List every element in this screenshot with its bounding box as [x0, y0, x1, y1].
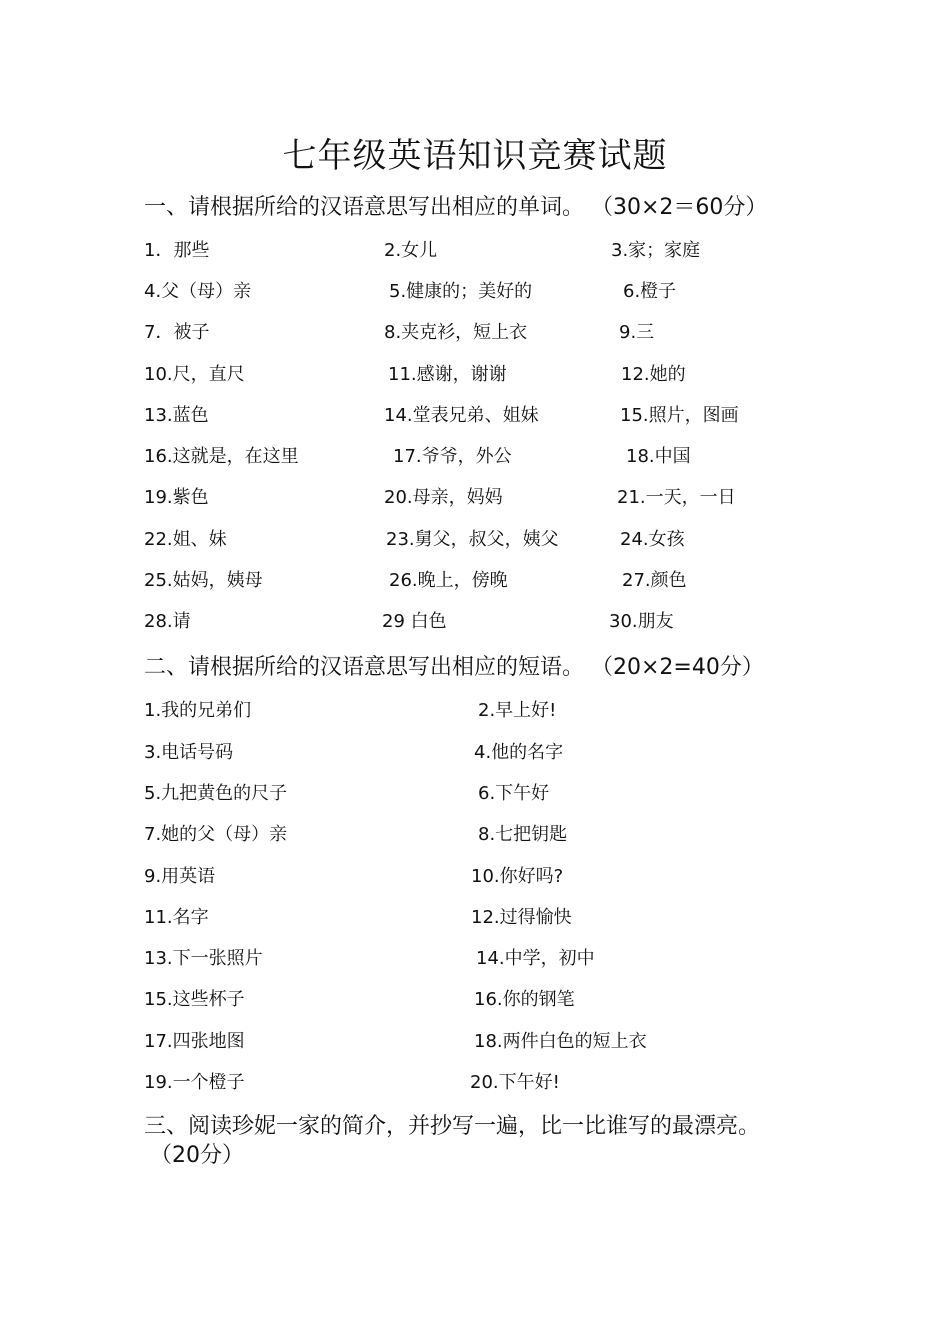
word-item: 25.姑妈，姨母	[144, 570, 263, 591]
word-item: 23.舅父，叔父，姨父	[386, 529, 559, 550]
section2-heading: 二、请根据所给的汉语意思写出相应的短语。 （20×2=40分）	[144, 655, 764, 680]
word-item: 22.姐、妹	[144, 529, 227, 550]
word-item: 17.爷爷，外公	[393, 446, 512, 467]
word-item: 30.朋友	[609, 611, 674, 632]
section1-heading: 一、请根据所给的汉语意思写出相应的单词。 （30×2＝60分）	[144, 195, 768, 220]
phrase-item: 6.下午好	[478, 783, 550, 804]
word-item: 10.尺，直尺	[144, 364, 245, 385]
phrase-item: 8.七把钥匙	[478, 824, 568, 845]
word-item: 29 白色	[382, 611, 447, 632]
word-item: 14.堂表兄弟、姐妹	[384, 405, 539, 426]
phrase-item: 13.下一张照片	[144, 948, 263, 969]
phrase-item: 12.过得愉快	[471, 907, 572, 928]
phrase-item: 7.她的父（母）亲	[144, 824, 288, 845]
word-item: 5.健康的；美好的	[389, 281, 533, 302]
word-item: 19.紫色	[144, 487, 209, 508]
word-item: 20.母亲，妈妈	[384, 487, 503, 508]
phrase-item: 2.早上好!	[478, 700, 557, 721]
phrase-item: 19.一个橙子	[144, 1072, 245, 1093]
word-item: 7．被子	[144, 322, 210, 343]
word-item: 24.女孩	[620, 529, 685, 550]
word-item: 2.女儿	[384, 240, 438, 261]
phrase-item: 18.两件白色的短上衣	[474, 1031, 647, 1052]
word-item: 1．那些	[144, 240, 210, 261]
word-item: 26.晚上，傍晚	[389, 570, 508, 591]
word-item: 11.感谢，谢谢	[388, 364, 507, 385]
word-item: 12.她的	[621, 364, 686, 385]
phrase-item: 14.中学，初中	[476, 948, 595, 969]
word-item: 3.家；家庭	[611, 240, 701, 261]
phrase-item: 10.你好吗?	[471, 866, 564, 887]
phrase-item: 3.电话号码	[144, 742, 234, 763]
page-title: 七年级英语知识竞赛试题	[282, 136, 668, 176]
phrase-item: 9.用英语	[144, 866, 216, 887]
word-item: 16.这就是，在这里	[144, 446, 299, 467]
word-item: 9.三	[619, 322, 655, 343]
phrase-item: 11.名字	[144, 907, 209, 928]
word-item: 28.请	[144, 611, 191, 632]
word-item: 21.一天，一日	[617, 487, 736, 508]
phrase-item: 15.这些杯子	[144, 989, 245, 1010]
word-item: 6.橙子	[623, 281, 677, 302]
phrase-item: 20.下午好!	[470, 1072, 560, 1093]
word-item: 18.中国	[626, 446, 691, 467]
phrase-item: 16.你的钢笔	[474, 989, 575, 1010]
phrase-item: 17.四张地图	[144, 1031, 245, 1052]
word-item: 27.颜色	[622, 570, 687, 591]
phrase-item: 1.我的兄弟们	[144, 700, 252, 721]
section3-score: （20分）	[150, 1143, 244, 1168]
word-item: 13.蓝色	[144, 405, 209, 426]
word-item: 8.夹克衫，短上衣	[384, 322, 528, 343]
word-item: 15.照片，图画	[620, 405, 739, 426]
section3-heading: 三、阅读珍妮一家的简介，并抄写一遍，比一比谁写的最漂亮。	[144, 1114, 761, 1139]
phrase-item: 4.他的名字	[474, 742, 564, 763]
phrase-item: 5.九把黄色的尺子	[144, 783, 288, 804]
word-item: 4.父（母）亲	[144, 281, 252, 302]
